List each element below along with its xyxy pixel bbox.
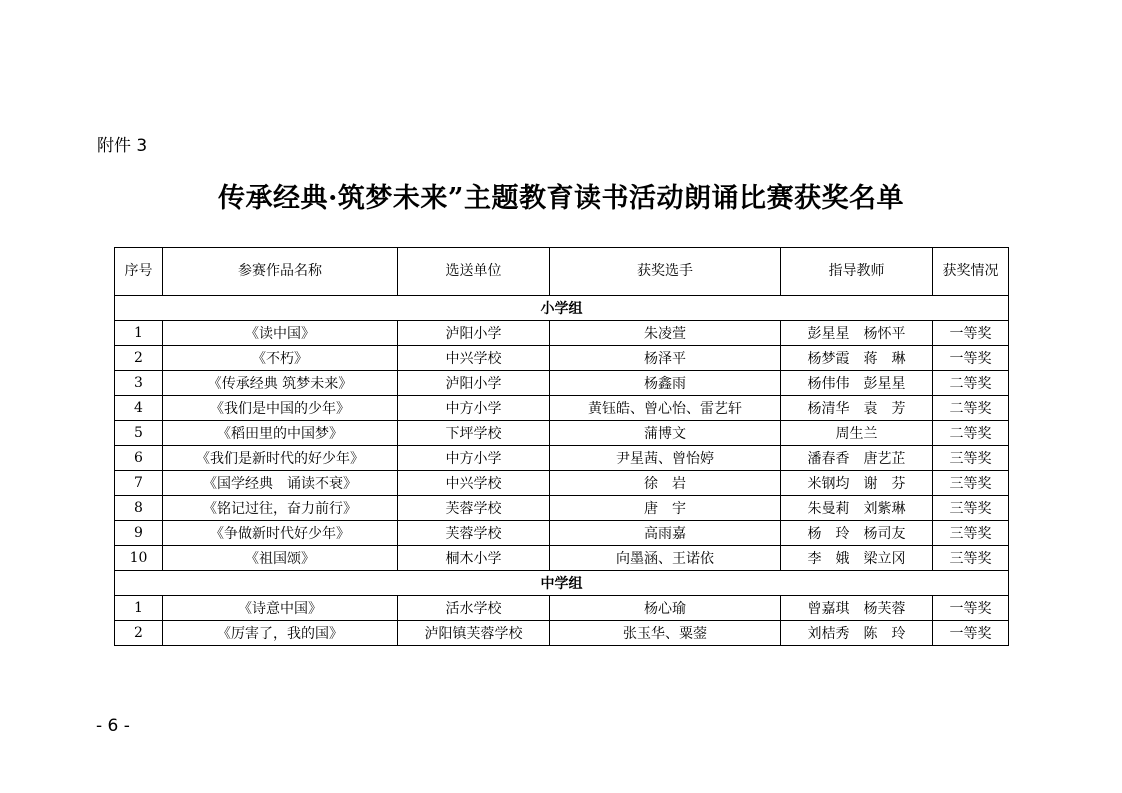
cell-work: 《读中国》 [163, 321, 398, 346]
cell-award: 三等奖 [933, 471, 1009, 496]
cell-work: 《诗意中国》 [163, 596, 398, 621]
cell-award: 三等奖 [933, 546, 1009, 571]
table-body [115, 296, 1009, 646]
cell-winner: 高雨嘉 [550, 521, 781, 546]
cell-index: 1 [115, 596, 163, 621]
table-row [115, 421, 1009, 446]
header-award: 获奖情况 [933, 248, 1009, 296]
cell-award: 三等奖 [933, 496, 1009, 521]
page-number: - 6 - [96, 716, 130, 736]
cell-index: 5 [115, 421, 163, 446]
cell-teacher: 彭星星 杨怀平 [781, 321, 933, 346]
cell-work: 《传承经典 筑梦未来》 [163, 371, 398, 396]
cell-winner: 朱凌萱 [550, 321, 781, 346]
table-row [115, 446, 1009, 471]
cell-index: 8 [115, 496, 163, 521]
cell-winner: 杨泽平 [550, 346, 781, 371]
header-teacher: 指导教师 [781, 248, 933, 296]
table-row [115, 321, 1009, 346]
cell-unit: 芙蓉学校 [398, 496, 550, 521]
cell-index: 1 [115, 321, 163, 346]
cell-winner: 徐 岩 [550, 471, 781, 496]
cell-unit: 中方小学 [398, 396, 550, 421]
cell-unit: 泸阳小学 [398, 371, 550, 396]
table-row [115, 371, 1009, 396]
cell-teacher: 杨梦霞 蒋 琳 [781, 346, 933, 371]
cell-index: 9 [115, 521, 163, 546]
cell-award: 二等奖 [933, 371, 1009, 396]
cell-teacher: 杨伟伟 彭星星 [781, 371, 933, 396]
cell-teacher: 刘桔秀 陈 玲 [781, 621, 933, 646]
cell-award: 一等奖 [933, 596, 1009, 621]
cell-work: 《祖国颂》 [163, 546, 398, 571]
group-name: 小学组 [115, 296, 1009, 321]
cell-teacher: 李 娥 梁立冈 [781, 546, 933, 571]
cell-index: 4 [115, 396, 163, 421]
cell-unit: 泸阳小学 [398, 321, 550, 346]
cell-teacher: 曾嘉琪 杨芙蓉 [781, 596, 933, 621]
cell-work: 《国学经典 诵读不衰》 [163, 471, 398, 496]
cell-winner: 唐 宇 [550, 496, 781, 521]
table-header-row [115, 248, 1009, 296]
cell-index: 6 [115, 446, 163, 471]
group-row [115, 296, 1009, 321]
cell-teacher: 杨清华 袁 芳 [781, 396, 933, 421]
group-name: 中学组 [115, 571, 1009, 596]
cell-award: 三等奖 [933, 446, 1009, 471]
header-unit: 选送单位 [398, 248, 550, 296]
cell-unit: 桐木小学 [398, 546, 550, 571]
cell-index: 2 [115, 346, 163, 371]
cell-work: 《稻田里的中国梦》 [163, 421, 398, 446]
header-index: 序号 [115, 248, 163, 296]
cell-unit: 芙蓉学校 [398, 521, 550, 546]
table-row [115, 471, 1009, 496]
cell-winner: 蒲博文 [550, 421, 781, 446]
cell-unit: 活水学校 [398, 596, 550, 621]
cell-winner: 黄钰皓、曾心怡、雷艺轩 [550, 396, 781, 421]
cell-award: 二等奖 [933, 421, 1009, 446]
cell-index: 3 [115, 371, 163, 396]
table-row [115, 521, 1009, 546]
cell-unit: 中兴学校 [398, 471, 550, 496]
cell-winner: 向墨涵、王诺依 [550, 546, 781, 571]
document-title: 传承经典·筑梦未来”主题教育读书活动朗诵比赛获奖名单 [218, 183, 904, 214]
table-row [115, 396, 1009, 421]
cell-teacher: 周生兰 [781, 421, 933, 446]
cell-work: 《我们是新时代的好少年》 [163, 446, 398, 471]
cell-teacher: 杨 玲 杨司友 [781, 521, 933, 546]
cell-unit: 中方小学 [398, 446, 550, 471]
attachment-label: 附件 3 [97, 136, 148, 156]
cell-teacher: 朱曼莉 刘紫琳 [781, 496, 933, 521]
cell-index: 2 [115, 621, 163, 646]
cell-winner: 张玉华、粟蓥 [550, 621, 781, 646]
cell-unit: 泸阳镇芙蓉学校 [398, 621, 550, 646]
cell-work: 《不朽》 [163, 346, 398, 371]
table-row [115, 496, 1009, 521]
cell-work: 《铭记过往，奋力前行》 [163, 496, 398, 521]
cell-winner: 尹星茜、曾怡婷 [550, 446, 781, 471]
cell-winner: 杨心瑜 [550, 596, 781, 621]
cell-work: 《争做新时代好少年》 [163, 521, 398, 546]
cell-work: 《厉害了，我的国》 [163, 621, 398, 646]
cell-index: 7 [115, 471, 163, 496]
cell-unit: 下坪学校 [398, 421, 550, 446]
cell-award: 二等奖 [933, 396, 1009, 421]
cell-winner: 杨鑫雨 [550, 371, 781, 396]
cell-index: 10 [115, 546, 163, 571]
table-row [115, 621, 1009, 646]
cell-teacher: 潘春香 唐艺芷 [781, 446, 933, 471]
table-row [115, 546, 1009, 571]
cell-award: 一等奖 [933, 621, 1009, 646]
table-row [115, 596, 1009, 621]
group-row [115, 571, 1009, 596]
cell-unit: 中兴学校 [398, 346, 550, 371]
header-work: 参赛作品名称 [163, 248, 398, 296]
cell-work: 《我们是中国的少年》 [163, 396, 398, 421]
award-table [114, 247, 1009, 646]
cell-award: 三等奖 [933, 521, 1009, 546]
table-row [115, 346, 1009, 371]
cell-award: 一等奖 [933, 321, 1009, 346]
cell-teacher: 米钢均 谢 芬 [781, 471, 933, 496]
header-winner: 获奖选手 [550, 248, 781, 296]
cell-award: 一等奖 [933, 346, 1009, 371]
